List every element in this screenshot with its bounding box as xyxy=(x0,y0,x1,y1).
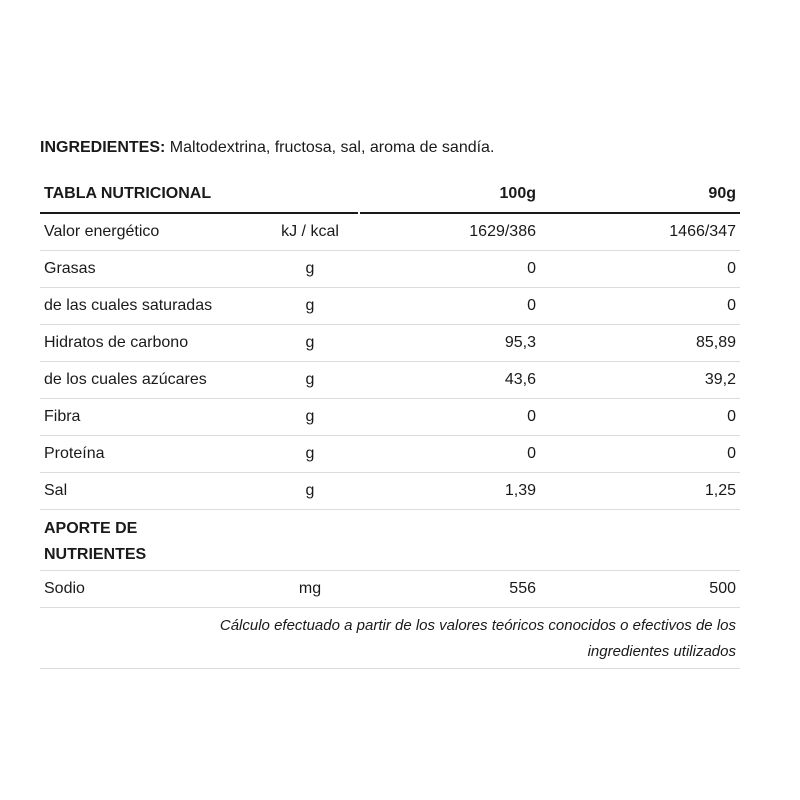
row-value-100g: 43,6 xyxy=(504,371,536,388)
column-header-90g: 90g xyxy=(708,185,736,202)
footnote-line1: Cálculo efectuado a partir de los valores teóricos conocidos o efectivos de los xyxy=(219,617,736,634)
row-unit: g xyxy=(305,297,315,314)
table-row-carbohydrates xyxy=(40,325,740,362)
footnote-line2: ingredientes utilizados xyxy=(587,643,736,660)
nutrient-section-header xyxy=(40,510,740,571)
row-name: Fibra xyxy=(44,408,81,425)
row-value-90g: 0 xyxy=(727,260,736,277)
ingredients-text: Maltodextrina, fructosa, sal, aroma de sandía. xyxy=(165,139,495,156)
table-row-fibre xyxy=(40,399,740,436)
row-name: Valor energético xyxy=(44,223,160,240)
table-header xyxy=(40,176,740,214)
table-row-energy xyxy=(40,214,740,251)
row-value-90g: 0 xyxy=(727,408,736,425)
footnote-text xyxy=(116,613,736,665)
row-value-100g: 0 xyxy=(527,260,536,277)
row-unit: kJ / kcal xyxy=(281,223,339,240)
row-value-100g: 0 xyxy=(527,445,536,462)
row-unit: g xyxy=(305,408,315,425)
table-row-sugars xyxy=(40,362,740,399)
ingredients-line xyxy=(40,139,494,157)
nutrient-section-title-line2: NUTRIENTES xyxy=(44,546,147,563)
table-row-salt xyxy=(40,473,740,510)
row-unit: g xyxy=(305,260,315,277)
row-name: Proteína xyxy=(44,445,105,462)
row-value-90g: 1466/347 xyxy=(669,223,736,240)
table-footnote xyxy=(40,608,740,669)
row-name: Sal xyxy=(44,482,68,499)
row-name: Sodio xyxy=(44,580,85,597)
table-title: TABLA NUTRICIONAL xyxy=(44,185,212,202)
table-row-saturated xyxy=(40,288,740,325)
row-value-100g: 0 xyxy=(527,297,536,314)
row-value-100g: 95,3 xyxy=(504,334,536,351)
nutrition-table xyxy=(40,176,740,669)
row-value-100g: 1,39 xyxy=(504,482,536,499)
row-unit: mg xyxy=(298,580,322,597)
row-value-100g: 556 xyxy=(509,580,536,597)
row-name: de las cuales saturadas xyxy=(44,297,213,314)
row-value-90g: 1,25 xyxy=(704,482,736,499)
row-name: Grasas xyxy=(44,260,96,277)
table-row-protein xyxy=(40,436,740,473)
row-value-100g: 1629/386 xyxy=(469,223,536,240)
row-unit: g xyxy=(305,371,315,388)
row-name: Hidratos de carbono xyxy=(44,334,189,351)
row-unit: g xyxy=(305,334,315,351)
row-value-100g: 0 xyxy=(527,408,536,425)
table-row-sodium xyxy=(40,571,740,608)
row-value-90g: 85,89 xyxy=(695,334,736,351)
row-value-90g: 500 xyxy=(709,580,736,597)
row-name: de los cuales azúcares xyxy=(44,371,207,388)
table-row-fat xyxy=(40,251,740,288)
column-header-100g: 100g xyxy=(499,185,536,202)
row-value-90g: 0 xyxy=(727,445,736,462)
row-unit: g xyxy=(305,482,315,499)
row-value-90g: 0 xyxy=(727,297,736,314)
nutrient-section-title-line1: APORTE DE xyxy=(44,520,138,537)
row-value-90g: 39,2 xyxy=(704,371,736,388)
ingredients-label: INGREDIENTES: xyxy=(40,139,166,156)
nutrient-section-title xyxy=(44,516,194,568)
row-unit: g xyxy=(305,445,315,462)
